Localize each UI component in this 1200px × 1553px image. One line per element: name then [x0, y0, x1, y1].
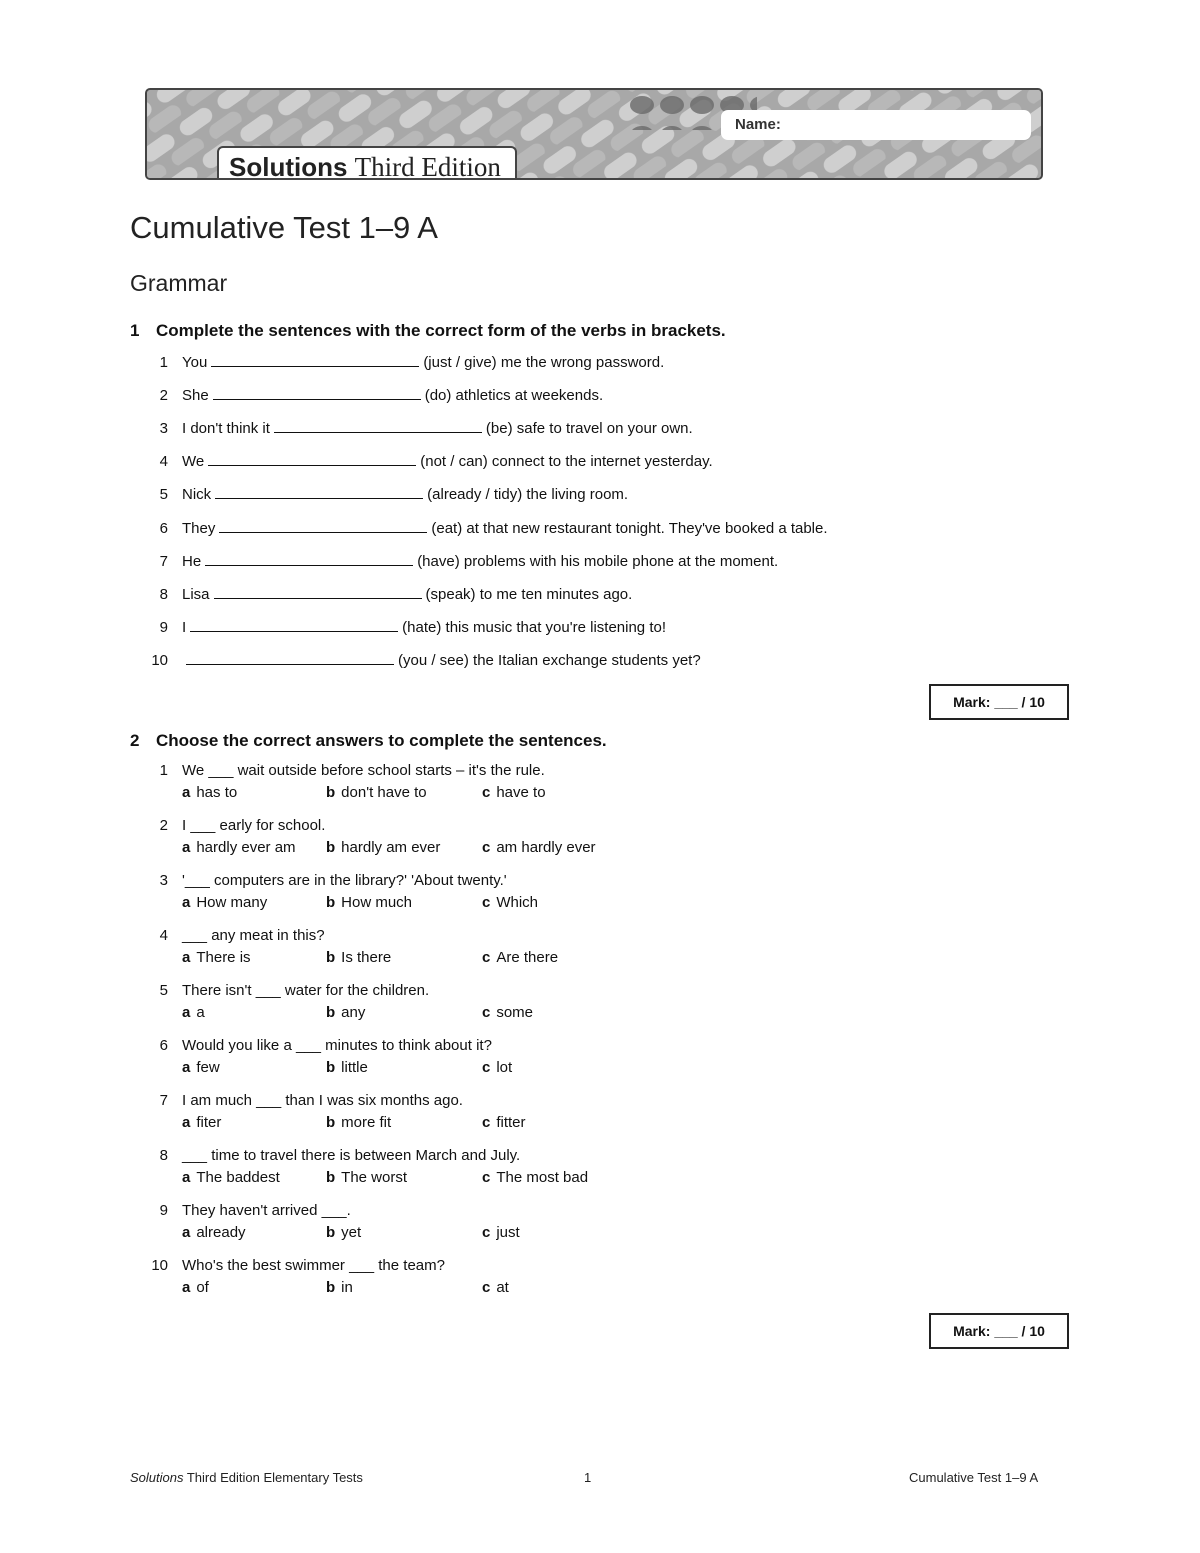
option-a[interactable] [182, 894, 267, 911]
exercise-2-question [130, 872, 830, 914]
option-b[interactable] [326, 1169, 407, 1186]
option-letter: c [482, 894, 491, 911]
exercise-1-item [130, 519, 1030, 539]
option-letter: b [326, 784, 336, 801]
item-suffix: (do) athletics at weekends. [424, 387, 604, 405]
footer-left [130, 1470, 363, 1485]
exercise-2-question [130, 1257, 830, 1299]
option-letter: b [326, 1169, 336, 1186]
option-text: little [341, 1059, 368, 1076]
page-number: 1 [584, 1470, 592, 1485]
item-suffix: (you / see) the Italian exchange students yet? [398, 651, 701, 669]
item-prefix: They [182, 519, 216, 537]
exercise-number: 1 [130, 321, 140, 340]
option-text: have to [496, 784, 546, 801]
option-letter: c [482, 949, 491, 966]
option-letter: b [326, 1224, 336, 1241]
item-suffix: (already / tidy) the living room. [427, 486, 629, 504]
item-suffix: (not / can) connect to the internet yesterday. [420, 453, 713, 471]
exercise-2-question [130, 1147, 830, 1189]
option-text: fitter [496, 1114, 526, 1131]
exercise-1-item [130, 585, 1030, 605]
option-letter: c [482, 1059, 491, 1076]
exercise-1-item [130, 353, 1030, 373]
option-text: yet [341, 1224, 362, 1241]
exercise-2-heading [130, 731, 607, 751]
footer-left-text: Third Edition Elementary Tests [183, 1470, 363, 1485]
exercise-1-item [130, 552, 1030, 572]
option-a[interactable] [182, 1169, 280, 1186]
option-letter: c [482, 1004, 491, 1021]
item-number: 2 [159, 387, 168, 405]
footer-italic: Solutions [130, 1470, 184, 1485]
item-suffix: (just / give) me the wrong password. [423, 354, 665, 371]
brand-rest: Third Edition [354, 152, 501, 180]
question-text: We ___ wait outside before school starts – it's the rule. [182, 762, 545, 779]
option-b[interactable] [326, 1224, 361, 1241]
item-number: 3 [159, 872, 168, 889]
option-text: of [196, 1279, 209, 1296]
item-number: 10 [151, 651, 168, 669]
option-letter: c [482, 1279, 491, 1296]
item-suffix: (have) problems with his mobile phone at the moment. [417, 552, 779, 570]
option-b[interactable] [326, 1114, 391, 1131]
option-text: any [341, 1004, 366, 1021]
option-text: How many [196, 894, 268, 911]
item-number: 8 [159, 585, 168, 603]
option-a[interactable] [182, 1114, 221, 1131]
option-b[interactable] [326, 1059, 368, 1076]
footer-right: Cumulative Test 1–9 A [909, 1470, 1039, 1485]
question-text: There isn't ___ water for the children. [182, 982, 430, 999]
item-suffix: (eat) at that new restaurant tonight. They've booked a table. [431, 519, 828, 537]
item-number: 8 [159, 1147, 168, 1164]
option-letter: c [482, 839, 491, 856]
option-b[interactable] [326, 949, 391, 966]
option-a[interactable] [182, 784, 237, 801]
option-c[interactable] [482, 1059, 512, 1076]
option-text: The worst [341, 1169, 408, 1186]
option-text: hardly ever am [196, 839, 296, 856]
answer-blank[interactable] [219, 519, 427, 533]
option-letter: b [326, 1059, 336, 1076]
option-text: How much [341, 894, 413, 911]
option-letter: b [326, 1004, 336, 1021]
item-prefix: He [182, 552, 202, 570]
question-text: ___ any meat in this? [182, 927, 325, 944]
answer-blank[interactable] [186, 651, 394, 665]
item-prefix: I don't think it [182, 420, 270, 438]
option-text: don't have to [341, 784, 427, 801]
option-letter: a [182, 949, 191, 966]
option-c[interactable] [482, 949, 558, 966]
option-b[interactable] [326, 1279, 353, 1296]
option-a[interactable] [182, 1224, 246, 1241]
exercise-1-item [130, 618, 1030, 638]
mark-box-1: Mark: ___ / 10 [929, 684, 1069, 720]
option-letter: b [326, 894, 336, 911]
option-c[interactable] [482, 1279, 509, 1296]
option-letter: b [326, 1114, 336, 1131]
exercise-2-question [130, 762, 830, 804]
exercise-1-heading [130, 321, 726, 341]
option-text: am hardly ever [496, 839, 596, 856]
option-letter: a [182, 784, 191, 801]
brand-bold: Solutions [229, 152, 348, 180]
name-field[interactable]: Name: [721, 110, 1031, 140]
option-c[interactable] [482, 894, 538, 911]
option-letter: a [182, 1114, 191, 1131]
answer-blank[interactable] [215, 485, 423, 499]
option-text: There is [196, 949, 251, 966]
item-prefix: I [182, 618, 187, 636]
option-text: Is there [341, 949, 392, 966]
exercise-2-question [130, 927, 830, 969]
question-text: Would you like a ___ minutes to think about it? [182, 1037, 492, 1054]
option-b[interactable] [326, 839, 440, 856]
option-c[interactable] [482, 1169, 588, 1186]
option-c[interactable] [482, 1114, 526, 1131]
item-number: 9 [159, 618, 168, 636]
exercise-number: 2 [130, 731, 140, 750]
option-text: The most bad [496, 1169, 589, 1186]
option-letter: a [182, 1059, 191, 1076]
option-letter: c [482, 1169, 491, 1186]
item-number: 4 [159, 453, 168, 471]
option-a[interactable] [182, 1279, 209, 1296]
item-number: 4 [159, 927, 168, 944]
option-text: fiter [196, 1114, 222, 1131]
exercise-2-question [130, 1092, 830, 1134]
exercise-2-question [130, 817, 830, 859]
option-letter: a [182, 1279, 191, 1296]
section-title: Grammar [130, 270, 228, 296]
question-text: I ___ early for school. [182, 817, 326, 834]
option-text: few [196, 1059, 220, 1076]
exercise-1-item [130, 651, 1030, 671]
option-text: just [496, 1224, 520, 1241]
exercise-1-item [130, 452, 1030, 472]
option-text: a [196, 1004, 205, 1021]
option-c[interactable] [482, 839, 596, 856]
item-number: 7 [159, 1092, 168, 1109]
item-number: 9 [159, 1202, 168, 1219]
option-c[interactable] [482, 1004, 533, 1021]
option-text: lot [496, 1059, 513, 1076]
exercise-2-question [130, 982, 830, 1024]
question-text: ___ time to travel there is between March and July. [182, 1147, 521, 1164]
exercise-2-question [130, 1202, 830, 1244]
option-letter: a [182, 1004, 191, 1021]
header-banner [145, 88, 1043, 180]
answer-blank[interactable] [213, 386, 421, 400]
answer-blank[interactable] [205, 552, 413, 566]
item-number: 1 [159, 354, 168, 371]
answer-blank[interactable] [211, 353, 419, 367]
option-letter: a [182, 1224, 191, 1241]
option-text: Are there [496, 949, 559, 966]
option-a[interactable] [182, 1059, 220, 1076]
exercise-1-item [130, 419, 1030, 439]
option-letter: a [182, 839, 191, 856]
answer-blank[interactable] [208, 452, 416, 466]
answer-blank[interactable] [190, 618, 398, 632]
option-letter: c [482, 784, 491, 801]
option-letter: a [182, 894, 191, 911]
option-letter: b [326, 949, 336, 966]
option-letter: b [326, 1279, 336, 1296]
option-text: some [496, 1004, 534, 1021]
question-text: Who's the best swimmer ___ the team? [182, 1257, 445, 1274]
question-text: '___ computers are in the library?' 'About twenty.' [182, 872, 507, 889]
option-b[interactable] [326, 784, 427, 801]
option-text: The baddest [196, 1169, 280, 1186]
item-number: 2 [159, 817, 168, 834]
option-letter: c [482, 1224, 491, 1241]
item-suffix: (hate) this music that you're listening to! [402, 618, 666, 636]
answer-blank[interactable] [274, 419, 482, 433]
item-prefix: We [182, 453, 205, 471]
item-number: 3 [159, 420, 168, 438]
option-a[interactable] [182, 839, 296, 856]
question-text: I am much ___ than I was six months ago. [182, 1092, 463, 1109]
exercise-1-item [130, 386, 1030, 406]
option-text: Which [496, 894, 539, 911]
item-number: 1 [159, 762, 168, 779]
item-prefix: Nick [182, 486, 212, 504]
item-number: 6 [159, 1037, 168, 1054]
option-b[interactable] [326, 894, 412, 911]
option-text: already [196, 1224, 246, 1241]
brand-logo [217, 146, 517, 180]
exercise-instruction: Complete the sentences with the correct form of the verbs in brackets. [156, 321, 726, 340]
item-number: 7 [159, 552, 168, 570]
item-prefix: Lisa [182, 585, 210, 603]
item-number: 6 [159, 519, 168, 537]
page-title: Cumulative Test 1–9 A [130, 210, 438, 245]
item-suffix: (speak) to me ten minutes ago. [425, 585, 633, 603]
item-prefix: You [182, 354, 208, 371]
option-letter: b [326, 839, 336, 856]
item-number: 10 [151, 1257, 168, 1274]
question-text: They haven't arrived ___. [182, 1202, 351, 1219]
option-a[interactable] [182, 1004, 205, 1021]
option-text: has to [196, 784, 238, 801]
exercise-1-item [130, 485, 1030, 505]
option-text: hardly am ever [341, 839, 441, 856]
answer-blank[interactable] [214, 585, 422, 599]
option-b[interactable] [326, 1004, 365, 1021]
option-letter: c [482, 1114, 491, 1131]
option-text: more fit [341, 1114, 392, 1131]
item-number: 5 [159, 486, 168, 504]
item-prefix: She [182, 387, 209, 405]
option-text: in [341, 1279, 353, 1296]
item-number: 5 [159, 982, 168, 999]
exercise-instruction: Choose the correct answers to complete the sentences. [156, 731, 607, 750]
option-text: at [496, 1279, 509, 1296]
option-a[interactable] [182, 949, 251, 966]
exercise-2-question [130, 1037, 830, 1079]
option-letter: a [182, 1169, 191, 1186]
item-suffix: (be) safe to travel on your own. [485, 420, 693, 438]
mark-box-2: Mark: ___ / 10 [929, 1313, 1069, 1349]
option-c[interactable] [482, 1224, 520, 1241]
option-c[interactable] [482, 784, 546, 801]
